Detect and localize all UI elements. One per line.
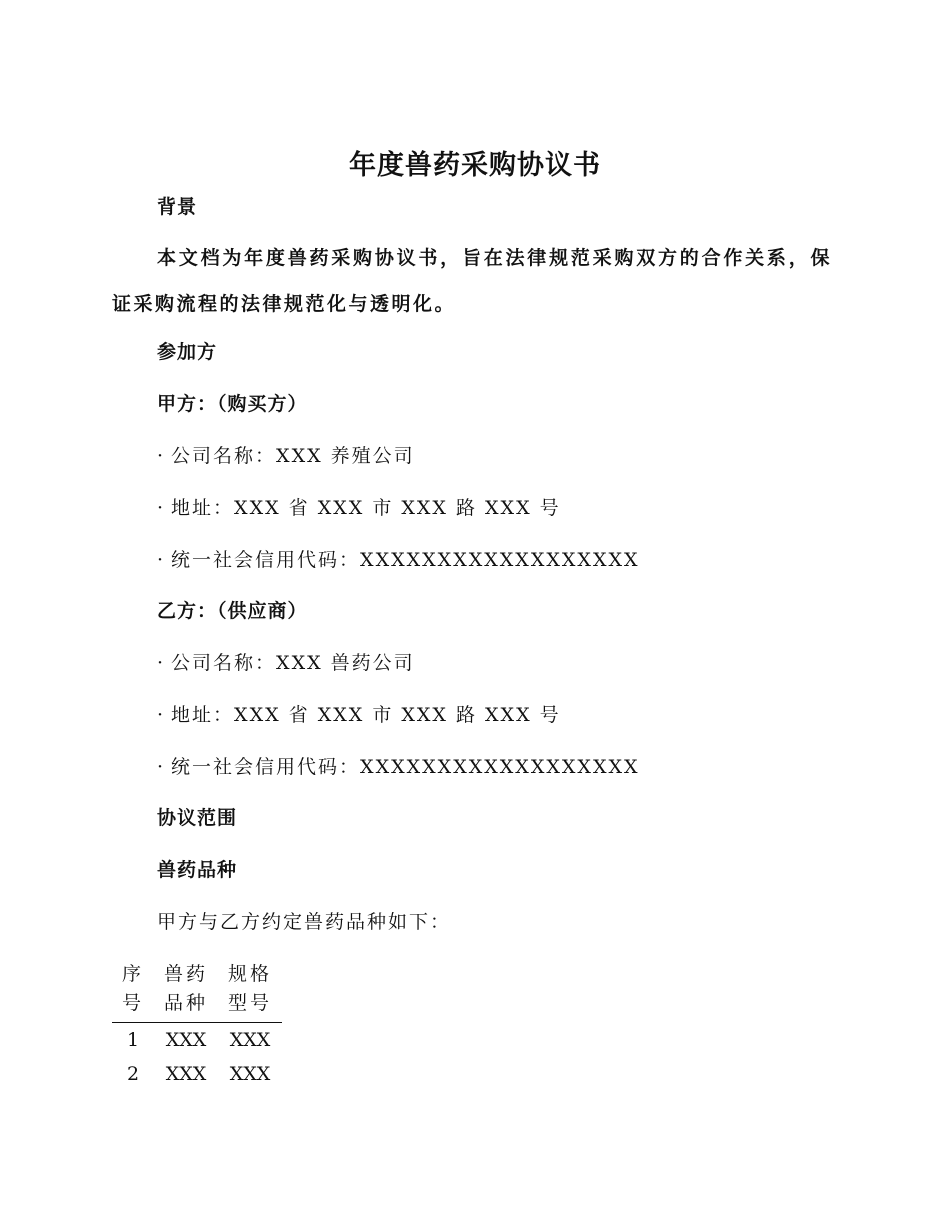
table-cell-drug-type: XXX <box>165 1029 207 1051</box>
table-cell-spec-model: XXX <box>229 1029 271 1051</box>
table-header-drug-type: 兽药品种 <box>154 958 218 1023</box>
party-b-company-name: 公司名称：XXX 兽药公司 <box>171 652 415 674</box>
party-b-address: 地址：XXX 省 XXX 市 XXX 路 XXX 号 <box>171 704 561 726</box>
bullet-dot: · <box>157 549 166 571</box>
bullet-dot: · <box>157 756 166 778</box>
party-a-item-address <box>157 493 561 523</box>
table-header-row <box>112 958 282 1023</box>
party-a-company-name: 公司名称：XXX 养殖公司 <box>171 445 415 467</box>
party-b-credit-code: 统一社会信用代码：XXXXXXXXXXXXXXXXXX <box>171 756 640 778</box>
section-heading-background: 背景 <box>157 196 198 218</box>
party-b-heading: 乙方：（供应商） <box>157 600 308 622</box>
table-cell-serial: 2 <box>126 1063 140 1085</box>
bullet-dot: · <box>157 652 166 674</box>
bullet-dot: · <box>157 704 166 726</box>
party-a-credit-code: 统一社会信用代码：XXXXXXXXXXXXXXXXXX <box>171 549 640 571</box>
section-heading-parties: 参加方 <box>157 341 218 363</box>
document-title: 年度兽药采购协议书 <box>349 150 601 181</box>
section-heading-scope: 协议范围 <box>157 807 238 829</box>
drug-spec-table <box>112 958 282 1091</box>
party-b-item-name <box>157 648 415 678</box>
table-header-spec-model: 规格型号 <box>218 958 282 1023</box>
party-a-address: 地址：XXX 省 XXX 市 XXX 路 XXX 号 <box>171 497 561 519</box>
sub-heading-drug-types: 兽药品种 <box>157 859 238 881</box>
party-b-item-credit-code <box>157 752 640 782</box>
table-cell-spec-model: XXX <box>229 1063 271 1085</box>
table-row <box>112 1023 282 1058</box>
party-a-item-credit-code <box>157 545 640 575</box>
party-a-heading: 甲方：（购买方） <box>157 393 308 415</box>
bullet-dot: · <box>157 445 166 467</box>
table-header-serial: 序号 <box>112 958 154 1023</box>
bullet-dot: · <box>157 497 166 519</box>
table-cell-serial: 1 <box>126 1029 140 1051</box>
table-cell-drug-type: XXX <box>165 1063 207 1085</box>
party-a-item-name <box>157 441 415 471</box>
table-row <box>112 1057 282 1091</box>
background-paragraph: 本文档为年度兽药采购协议书，旨在法律规范采购双方的合作关系，保证采购流程的法律规范化与透明化。 <box>112 247 832 315</box>
drug-types-intro: 甲方与乙方约定兽药品种如下： <box>157 911 452 933</box>
party-b-item-address <box>157 700 561 730</box>
